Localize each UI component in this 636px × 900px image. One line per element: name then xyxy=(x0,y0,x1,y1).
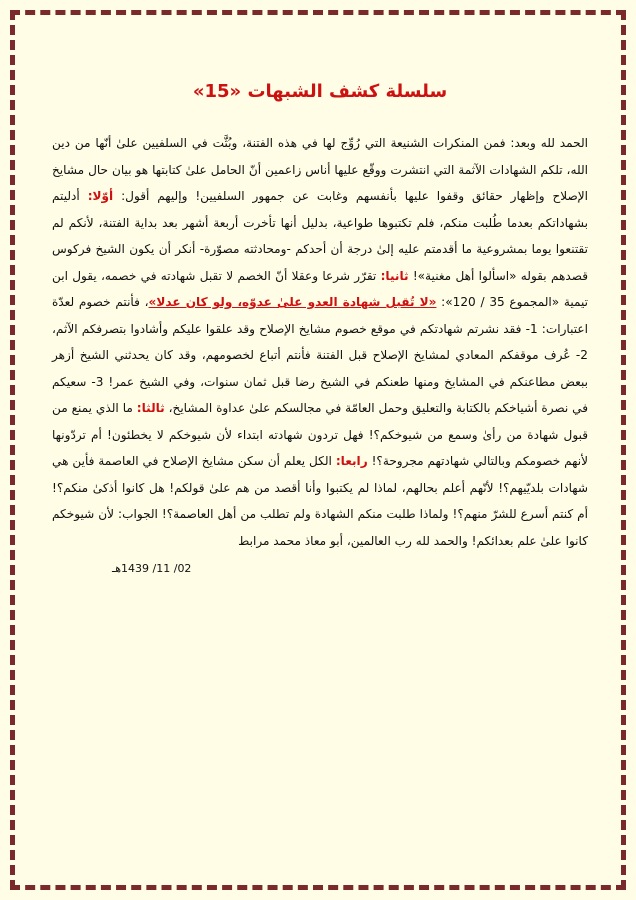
point-four-text: الكل يعلم أن سكن مشايخ الإصلاح في العاصمة فأين هي شهادات بلديّيهم؟! لأنّهم أعلم بحالهم، لماذا لم يكتبوا وأنا أقصد من هم علىٰ قولكم! هل كانوا أذكىٰ منكم؟! أم كنتم أسرع للشرّ منهم؟! ولماذا طلبت منكم الشهادة ولم تطلب من أهل العاصمة؟! الجواب: لأن شيوخكم كانوا علىٰ علم بعدائكم! والحمد لله رب العالمين، أبو معاذ محمد مرابط xyxy=(52,454,588,548)
article-body xyxy=(52,130,588,554)
intro-text: الحمد لله وبعد: فمن المنكرات الشنيعة التي رُوِّج لها في هذه الفتنة، وبُثَّت في السلفيين علىٰ أنّها من دين الله، تلكم الشهادات الآثمة التي انتشرت ووقّع عليها أناس زاعمين أنّ الحامل علىٰ كتابتها هو بيان حال مشايخ الإصلاح وإظهار حقائق وقفوا عليها بأنفسهم وغابت عن جمهور السلفيين! وإليهم أقول: xyxy=(52,136,588,203)
date: 02/ 11/ 1439هـ xyxy=(112,562,192,575)
point-two-continued: ، فأنتم خصوم لعدّة اعتبارات: 1- فقد نشرتم شهادتكم في موقع خصوم مشايخ الإصلاح وقد علقوا عليكم وأشادوا بتصرفكم الآثم، 2- عُرف موقفكم المعادي لمشايخ الإصلاح قبل الفتنة فأنتم أتباع لخصومهم، وقد كان يحدثني الشيخ أزهر ببعض مطاعنكم في المشايخ ومنها طعنكم في الشيخ رضا قبل ثمان سنوات، وفي الشيخ عمر! 3- سعيكم في نصرة أشياخكم بالكتابة والتعليق وحمل العامّة في مجالسكم علىٰ عداوة المشايخ، xyxy=(52,295,588,415)
ibn-taymiyya-quote: «لا تُقبل شهادة العدو علىٰ عدوّه، ولو كان عدلا» xyxy=(148,295,437,309)
point-two-text: تقرّر شرعا وعقلا أنّ الخصم لا تقبل شهادته في خصمه، يقول ابن تيمية «المجموع 35 / 120»: xyxy=(52,268,589,309)
point-three-label: ثالثا: xyxy=(136,401,165,415)
point-one-label: أوّلا: xyxy=(87,189,114,203)
point-three-text: ما الذي يمنع من قبول شهادة من رأىٰ وسمع من شيوخكم؟! فهل تردون شهادته ابتداء لأن شيوخكم لا يخطئون! أم تردّونها لأنهم خصومكم وبالتالي شهادتهم مجروحة؟! xyxy=(52,401,588,468)
point-two-label: ثانيا: xyxy=(380,268,409,283)
article xyxy=(52,60,588,575)
point-one-text: أدليتم بشهاداتكم بعدما طُلبت منكم، فلم تكتبوها طواعية، بدليل أنها تأخرت أربعة أشهر بعد بداية الفتنة، لأنكم لم تقتنعوا يوما بمشروعية ما أقدمتم عليه إلىٰ درجة أن أحدكم -ومحادثته مصوّرة- أنكر أن يكون الشيخ فركوس قصدهم بقوله «اسألوا أهل مغنية»! xyxy=(52,189,588,283)
point-four-label: رابعا: xyxy=(335,454,368,468)
page-title: سلسلة كشف الشبهات «15» xyxy=(192,81,448,102)
